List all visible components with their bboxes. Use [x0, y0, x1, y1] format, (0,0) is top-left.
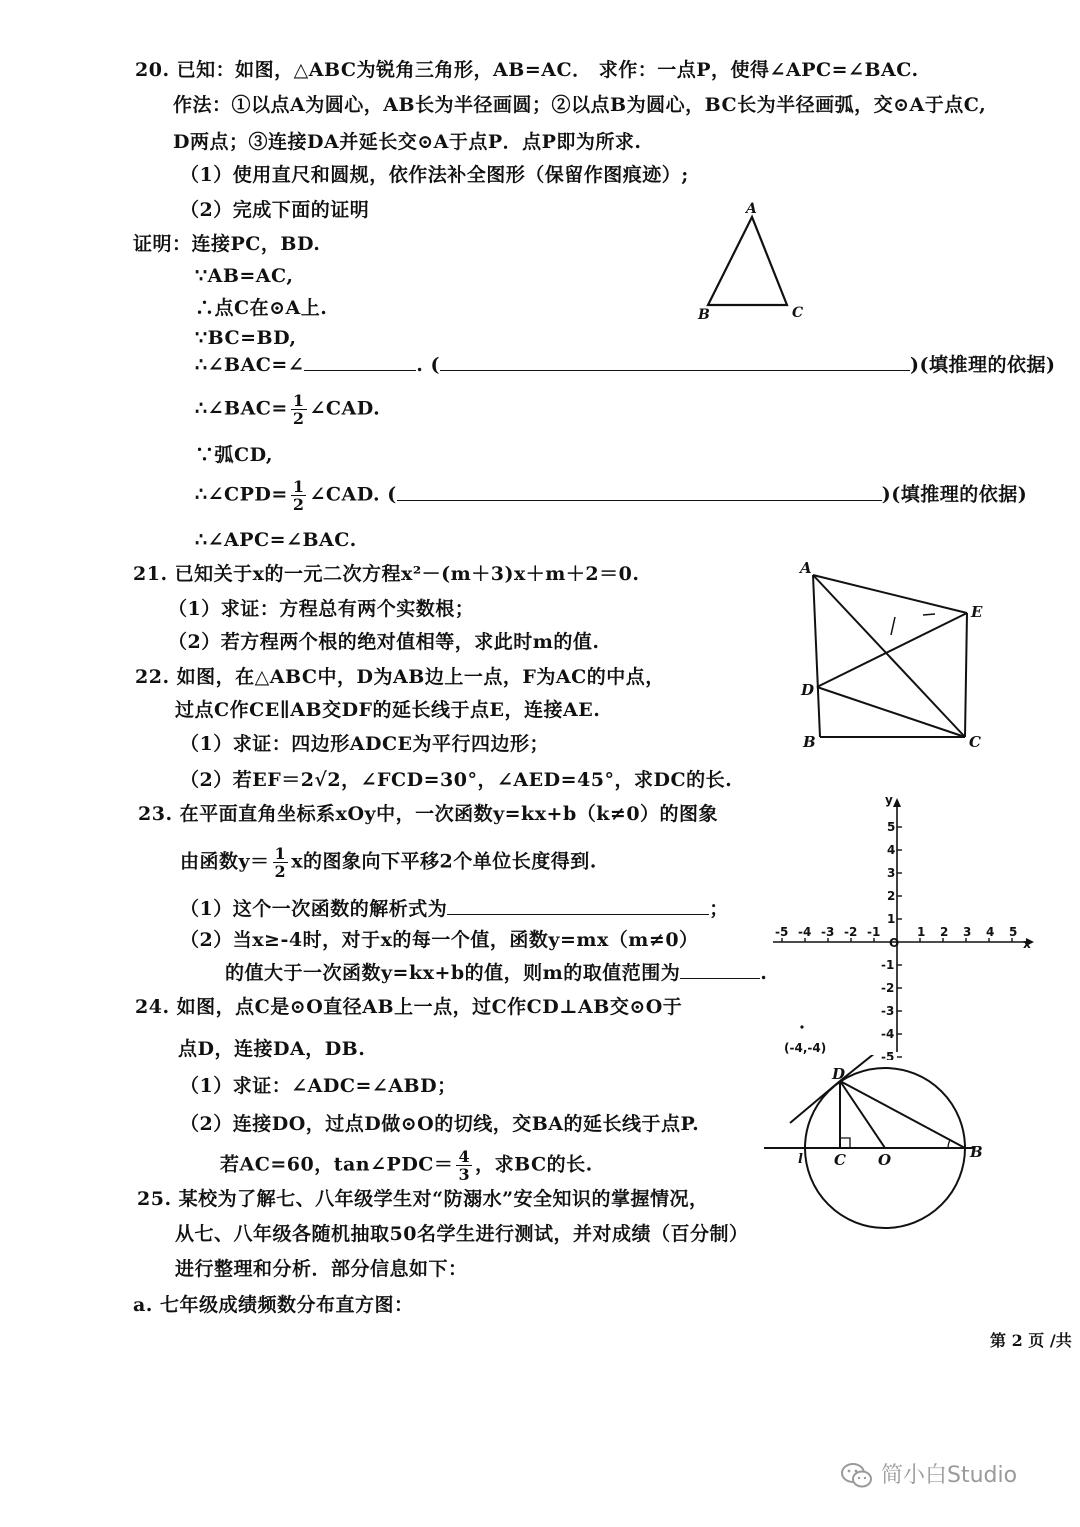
q20-blank-angle[interactable]: [304, 352, 416, 371]
wechat-icon: [840, 1462, 874, 1490]
q22-sub2: （2）若EF＝2√2，∠FCD=30°，∠AED=45°，求DC的长.: [180, 769, 733, 791]
origin-label: O: [889, 936, 900, 950]
segment-db: [840, 1081, 965, 1148]
q20-proof-5: [195, 392, 380, 427]
mark-tick-1: [891, 617, 895, 635]
y-tick-label: 2: [887, 889, 896, 903]
label-b: B: [803, 733, 816, 751]
x-tick-label: 3: [963, 925, 972, 939]
label-e: E: [971, 603, 983, 621]
watermark-text: 简小白Studio: [881, 1463, 1018, 1488]
label-c: C: [834, 1151, 846, 1169]
q20-proof-7-open: ∠CAD. (: [309, 483, 397, 506]
coordinate-plane: [768, 790, 1050, 1060]
label-d: D: [801, 681, 815, 699]
q20-proof-start: 证明：连接PC，BD.: [133, 233, 321, 255]
q20-proof-5-end: ∠CAD.: [309, 397, 381, 420]
q23-line2: [180, 845, 597, 880]
q20-proof-4: [195, 352, 1056, 377]
y-axis-arrow: [893, 798, 901, 807]
q20-proof-7-text: ∴∠CPD=: [195, 483, 288, 506]
q20-sub1: （1）使用直尺和圆规，依作法补全图形（保留作图痕迹）;: [180, 164, 689, 186]
x-tick-label: -3: [821, 925, 835, 939]
q20-blank-reason1[interactable]: [440, 352, 910, 371]
x-tick-label: -2: [844, 925, 858, 939]
axis-x-label: x: [1023, 937, 1031, 951]
q24-sub3: [220, 1148, 593, 1183]
q22-sub1: （1）求证：四边形ADCE为平行四边形；: [180, 733, 550, 755]
q20-proof-2: ∴点C在⊙A上.: [195, 297, 328, 319]
y-tick-label: -5: [881, 1050, 895, 1060]
x-tick-label: 1: [917, 925, 926, 939]
segment-ae: [813, 575, 967, 613]
axis-y-label: y: [885, 793, 893, 807]
circle-figure: [760, 1055, 990, 1230]
q20-proof-1: ∵AB=AC,: [195, 265, 294, 287]
x-tick-label: 5: [1009, 925, 1018, 939]
y-tick-label: -3: [881, 1004, 895, 1018]
q20-line1: 20. 已知：如图，△ABC为锐角三角形，AB=AC． 求作：一点P，使得∠APC=∠BAC.: [135, 59, 919, 81]
q20-proof-7-close: )(填推理的依据): [881, 483, 1028, 506]
q23-blank-range[interactable]: [680, 960, 760, 979]
q24-sub3-end: ，求BC的长.: [475, 1153, 593, 1176]
q24-sub1: （1）求证：∠ADC=∠ABD；: [180, 1075, 457, 1097]
watermark: [840, 1458, 1017, 1490]
q20-proof-6: ∵弧CD,: [195, 444, 274, 466]
label-c: C: [792, 305, 804, 321]
fraction-half: $\frac{1}{2}$: [292, 477, 305, 514]
q23-sub1-text: （1）这个一次函数的解析式为: [180, 898, 448, 920]
segment-ac: [813, 575, 965, 737]
q24-sub3-text: 若AC=60，tan∠PDC＝: [220, 1153, 454, 1176]
q23-sub3-end: .: [760, 962, 768, 984]
fraction-four-thirds: $\frac{4}{3}$: [458, 1147, 471, 1184]
q22-line1: 22. 如图，在△ABC中，D为AB边上一点，F为AC的中点，: [135, 666, 665, 688]
y-tick-label: -2: [881, 981, 895, 995]
q23-blank-function[interactable]: [447, 896, 709, 915]
handwritten-point-note: (-4,-4): [784, 1041, 827, 1055]
label-l: l: [798, 1152, 803, 1167]
q24-line2: 点D，连接DA，DB.: [178, 1038, 366, 1060]
q23-line1: 23. 在平面直角坐标系xOy中，一次函数y=kx+b（k≠0）的图象: [138, 803, 719, 825]
q20-blank-reason2[interactable]: [397, 482, 882, 501]
angle-mark-b: [948, 1140, 950, 1148]
triangle-abc: [708, 217, 787, 305]
q21-sub1: （1）求证：方程总有两个实数根；: [168, 598, 475, 620]
segment-ec: [965, 613, 967, 737]
label-a: A: [746, 201, 757, 217]
q20-proof-8: ∴∠APC=∠BAC.: [195, 529, 357, 551]
tangent-line: [790, 1081, 840, 1123]
q20-proof-4-close: )(填推理的依据): [910, 354, 1056, 376]
q23-sub2: （2）当x≥-4时，对于x的每一个值，函数y=mx（m≠0）: [180, 929, 699, 951]
segment-ab: [813, 575, 820, 737]
x-tick-label: -1: [867, 925, 881, 939]
y-tick-label: -4: [881, 1027, 895, 1041]
q20-proof-3: ∵BC=BD,: [195, 327, 297, 349]
q24-sub2: （2）连接DO，过点D做⊙O的切线，交BA的延长线于点P.: [180, 1113, 700, 1135]
q20-line2: 作法：①以点A为圆心，AB长为半径画圆；②以点B为圆心，BC长为半径画弧，交⊙A于点C,: [173, 94, 987, 116]
q21-line1: 21. 已知关于x的一元二次方程x²－(m＋3)x＋m＋2＝0.: [133, 563, 640, 585]
label-b: B: [970, 1143, 983, 1161]
q23-sub3-text: 的值大于一次函数y=kx+b的值，则m的取值范围为: [225, 962, 681, 984]
x-tick-label: 4: [986, 925, 995, 939]
triangle-abc-figure: [690, 195, 820, 325]
q20-proof-7: [195, 478, 1027, 513]
q20-proof-5-text: ∴∠BAC=: [195, 397, 288, 420]
label-b: B: [698, 307, 710, 323]
y-tick-label: 3: [887, 866, 896, 880]
q25-line4: a. 七年级成绩频数分布直方图：: [133, 1294, 414, 1316]
fraction-half: $\frac{1}{2}$: [274, 844, 287, 881]
label-c: C: [969, 733, 981, 751]
q20-line3: D两点；③连接DA并延长交⊙A于点P．点P即为所求.: [173, 131, 642, 153]
label-a: A: [800, 559, 812, 577]
x-tick-label: 2: [940, 925, 949, 939]
page-number: 第 2 页 /共: [990, 1331, 1072, 1350]
x-tick-label: -4: [798, 925, 812, 939]
q25-line3: 进行整理和分析．部分信息如下：: [175, 1258, 468, 1280]
q23-sub1-end: ；: [709, 898, 729, 920]
label-o: O: [878, 1151, 892, 1169]
y-tick-label: -1: [881, 958, 895, 972]
q20-proof-4-open: . (: [416, 354, 441, 376]
q20-proof-4-text: ∴∠BAC=∠: [195, 354, 305, 376]
q23-sub1: [180, 896, 729, 921]
parallelogram-figure: [795, 555, 995, 755]
mark-tick-2: [923, 614, 935, 615]
q21-sub2: （2）若方程两个根的绝对值相等，求此时m的值.: [168, 631, 600, 653]
right-angle-mark: [840, 1138, 850, 1148]
fraction-half: $\frac{1}{2}$: [292, 391, 305, 428]
q24-line1: 24. 如图，点C是⊙O直径AB上一点，过C作CD⊥AB交⊙O于: [135, 996, 683, 1018]
q22-line2: 过点C作CE∥AB交DF的延长线于点E，连接AE.: [175, 699, 601, 721]
q25-line1: 25. 某校为了解七、八年级学生对“防溺水”安全知识的掌握情况，: [137, 1188, 709, 1210]
note-dot: [800, 1025, 803, 1028]
q23-line2-end: x的图象向下平移2个单位长度得到.: [291, 850, 597, 873]
y-tick-label: 5: [887, 820, 896, 834]
q25-line2: 从七、八年级各随机抽取50名学生进行测试，并对成绩（百分制）: [175, 1223, 749, 1245]
y-tick-label: 4: [887, 843, 896, 857]
x-tick-label: -5: [775, 925, 789, 939]
y-tick-label: 1: [887, 912, 896, 926]
label-d: D: [832, 1065, 846, 1083]
q23-sub3: [225, 960, 767, 985]
q20-sub2: （2）完成下面的证明: [180, 199, 370, 221]
segment-de: [817, 613, 967, 687]
q23-line2-text: 由函数y＝: [180, 850, 270, 873]
